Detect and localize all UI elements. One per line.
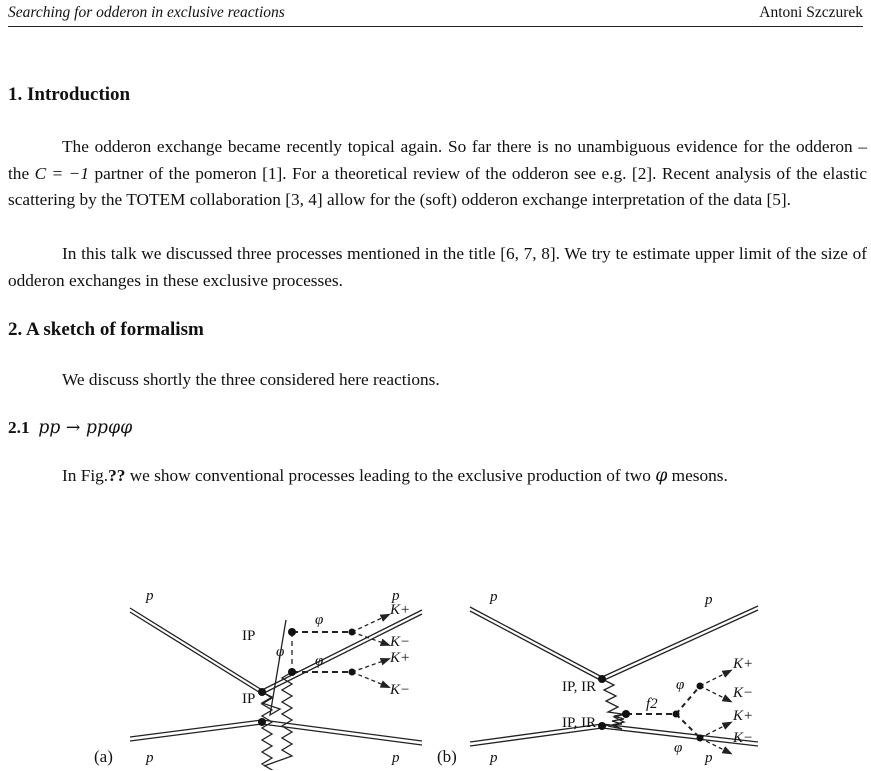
intro-paragraph-2: In this talk we discussed three processes mentioned in the title [6, 7, 8]. We try te estimate upper limit of the size of odderon exchanges in these exclusive processes.: [8, 244, 867, 290]
sub-text-a: In Fig.: [62, 466, 109, 485]
panel-label-a: (a): [94, 747, 113, 766]
panel-label-b: (b): [437, 747, 457, 766]
vertex-bottom-a: [258, 718, 266, 726]
formalism-paragraph: We discuss shortly the three considered here reactions.: [62, 370, 440, 389]
feynman-diagrams-figure: [0, 570, 871, 770]
running-header: [8, 2, 863, 27]
vertex-phi-lower-a: [288, 668, 296, 676]
vertex-central-b: [622, 710, 630, 718]
vertex-decay-2-b: [697, 735, 704, 742]
label-k1-b: K+: [733, 656, 754, 672]
label-f2-b: f2: [646, 696, 658, 712]
k-arrow-4-a: [352, 672, 386, 686]
k-arrow-2-b: [700, 686, 728, 700]
subsection-number: 2.1: [8, 418, 30, 437]
vertex-phi-upper-a: [288, 628, 296, 636]
label-exch-bot-b: IP, IR: [562, 715, 597, 731]
label-k4-b: K−: [733, 730, 754, 746]
figure-ref: ??: [108, 466, 126, 485]
label-exch-top-b: IP, IR: [562, 679, 597, 695]
label-phi-t-a: φ: [276, 644, 285, 660]
vertex-decay-1-b: [697, 683, 704, 690]
label-p-top-in-a: p: [146, 588, 154, 604]
label-k4-a: K−: [390, 682, 411, 698]
label-k3-a: K+: [390, 650, 411, 666]
c-parity-equation: C = −1: [34, 163, 89, 183]
proton-line-bottom-a: [130, 720, 422, 745]
k-arrow-3-a: [352, 660, 386, 672]
label-pomeron-top-a: IP: [242, 628, 256, 644]
vertex-top-a: [258, 688, 266, 696]
subsection-title: pp → ppφφ: [38, 418, 133, 438]
label-p-bot-in-a: p: [146, 750, 154, 766]
pomeron-zigzag-top-a: [262, 620, 286, 715]
sub-text-b: we show conventional processes leading to the exclusive production of two: [125, 466, 656, 485]
label-phi-lower-b: φ: [674, 740, 683, 756]
label-p-bot-out-b: p: [705, 750, 713, 766]
label-phi-upper-b: φ: [676, 677, 685, 693]
subsection-heading: [8, 418, 132, 438]
label-k3-b: K+: [733, 708, 754, 724]
label-p-bot-in-b: p: [490, 750, 498, 766]
label-p-top-out-a: p: [392, 588, 400, 604]
vertex-top-b: [598, 675, 606, 683]
label-k2-a: K−: [390, 634, 411, 650]
k-arrow-1-b: [700, 672, 728, 686]
vertex-decay-1-a: [349, 629, 356, 636]
running-title: Searching for odderon in exclusive reactions: [8, 4, 285, 21]
proton-line-top-b: [470, 606, 758, 681]
phi-symbol: φ: [655, 466, 668, 486]
label-pomeron-bot-a: IP: [242, 691, 256, 707]
intro-text-b: partner of the pomeron [1]. For a theoretical review of the odderon see e.g. [2]. Recent analysis of the elastic scattering by the TOTEM collaboration [3, 4] allow for the (soft) odderon exchange interpretation of the data [5].: [8, 163, 867, 209]
author-name: Antoni Szczurek: [759, 4, 863, 21]
section-title-introduction: 1. Introduction: [8, 84, 131, 105]
section-title-formalism: 2. A sketch of formalism: [8, 319, 204, 340]
k-arrow-1-a: [352, 616, 386, 632]
label-phi-upper-a: φ: [315, 612, 324, 628]
diagram-a: [130, 608, 422, 770]
label-k2-b: K−: [733, 685, 754, 701]
label-p-top-in-b: p: [490, 589, 498, 605]
sub-text-c: mesons.: [667, 466, 728, 485]
label-k1-a: K+: [390, 602, 411, 618]
vertex-bottom-b: [598, 722, 606, 730]
intro-paragraph-1: [8, 134, 867, 214]
reggeon-zigzag-top-b: [602, 679, 622, 714]
vertex-decay-2-a: [349, 669, 356, 676]
subsection-paragraph: [8, 463, 867, 490]
label-phi-lower-a: φ: [315, 653, 324, 669]
intro-text-a: The odderon exchange became recently topical again. So far there is no unambiguous evidence for the odderon – the: [8, 137, 867, 183]
label-p-top-out-b: p: [705, 592, 713, 608]
vertex-f2-b: [673, 711, 680, 718]
label-p-bot-out-a: p: [392, 750, 400, 766]
diagram-b: [470, 606, 758, 752]
